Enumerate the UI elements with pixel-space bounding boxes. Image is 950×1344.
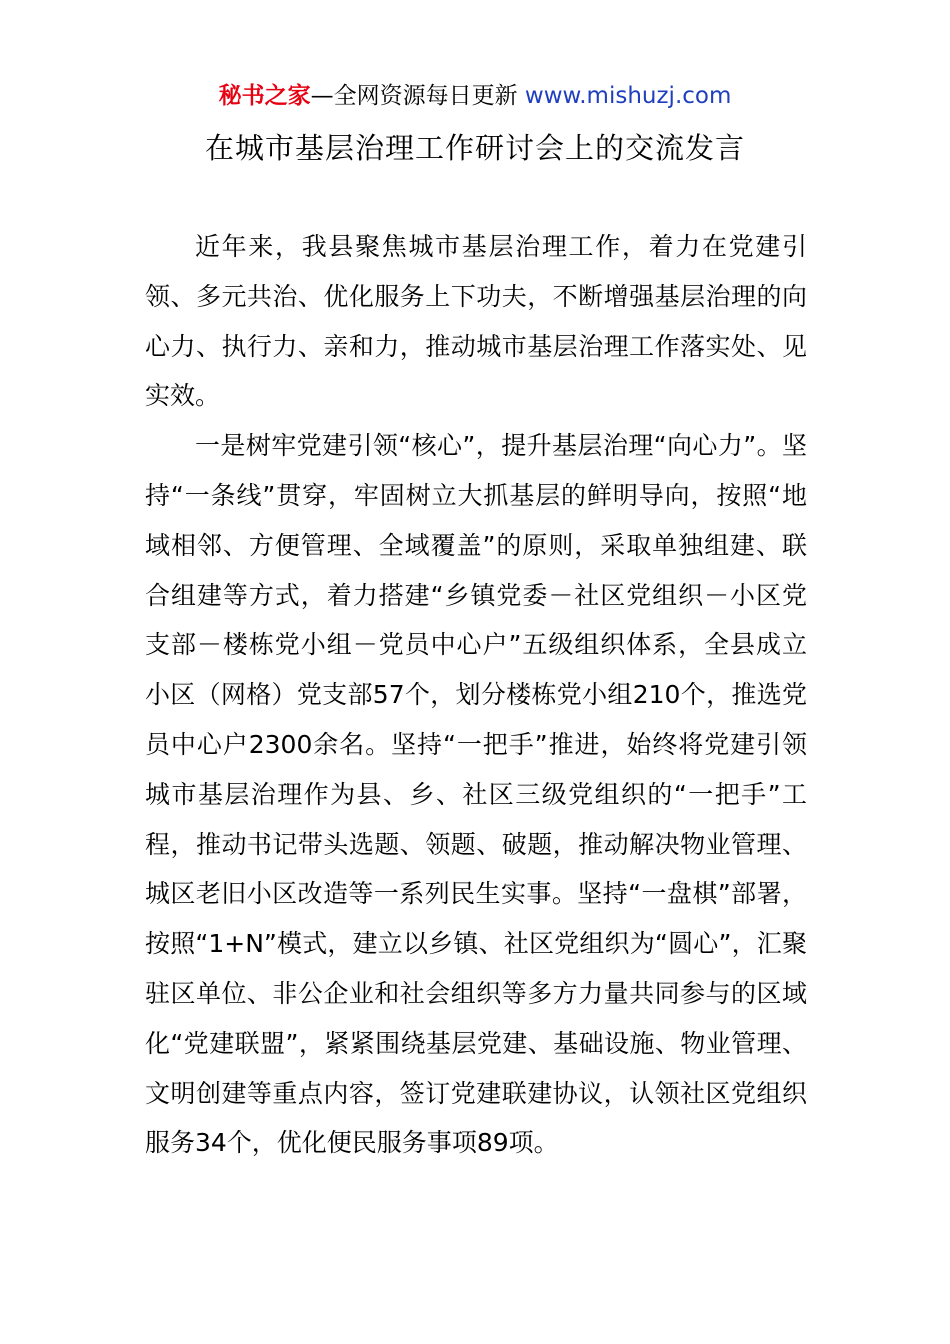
site-url-link[interactable]: www.mishuzj.com — [524, 83, 732, 109]
document-title: 在城市基层治理工作研讨会上的交流发言 — [204, 131, 745, 165]
paragraph-intro: 近年来，我县聚焦城市基层治理工作，着力在党建引领、多元共治、优化服务上下功夫，不断增强基层治理的向心力、执行力、亲和力，推动城市基层治理工作落实处、见实效。 — [145, 232, 807, 411]
site-header — [0, 80, 950, 112]
paragraph-section-one: 一是树牢党建引领“核心”，提升基层治理“向心力”。坚持“一条线”贯穿，牢固树立大抓基层的鲜明导向，按照“地域相邻、方便管理、全域覆盖”的原则，采取单独组建、联合组建等方式，着力搭建“乡镇党委－社区党组织－小区党支部－楼栋党小组－党员中心户”五级组织体系，全县成立小区（网格）党支部57个，划分楼栋党小组210个，推选党员中心户2300余名。坚持“一把手”推进，始终将党建引领城市基层治理作为县、乡、社区三级党组织的“一把手”工程，推动书记带头选题、领题、破题，推动解决物业管理、城区老旧小区改造等一系列民生实事。坚持“一盘棋”部署，按照“1+N”模式，建立以乡镇、社区党组织为“圆心”，汇聚驻区单位、非公企业和社会组织等多方力量共同参与的区域化“党建联盟”，紧紧围绕基层党建、基础设施、物业管理、文明创建等重点内容，签订党建联建协议，认领社区党组织服务34个，优化便民服务事项89项。 — [145, 431, 807, 1158]
document-body — [145, 222, 807, 1168]
brand-name: 秘书之家 — [218, 83, 311, 109]
site-tagline: —全网资源每日更新 — [310, 83, 518, 109]
